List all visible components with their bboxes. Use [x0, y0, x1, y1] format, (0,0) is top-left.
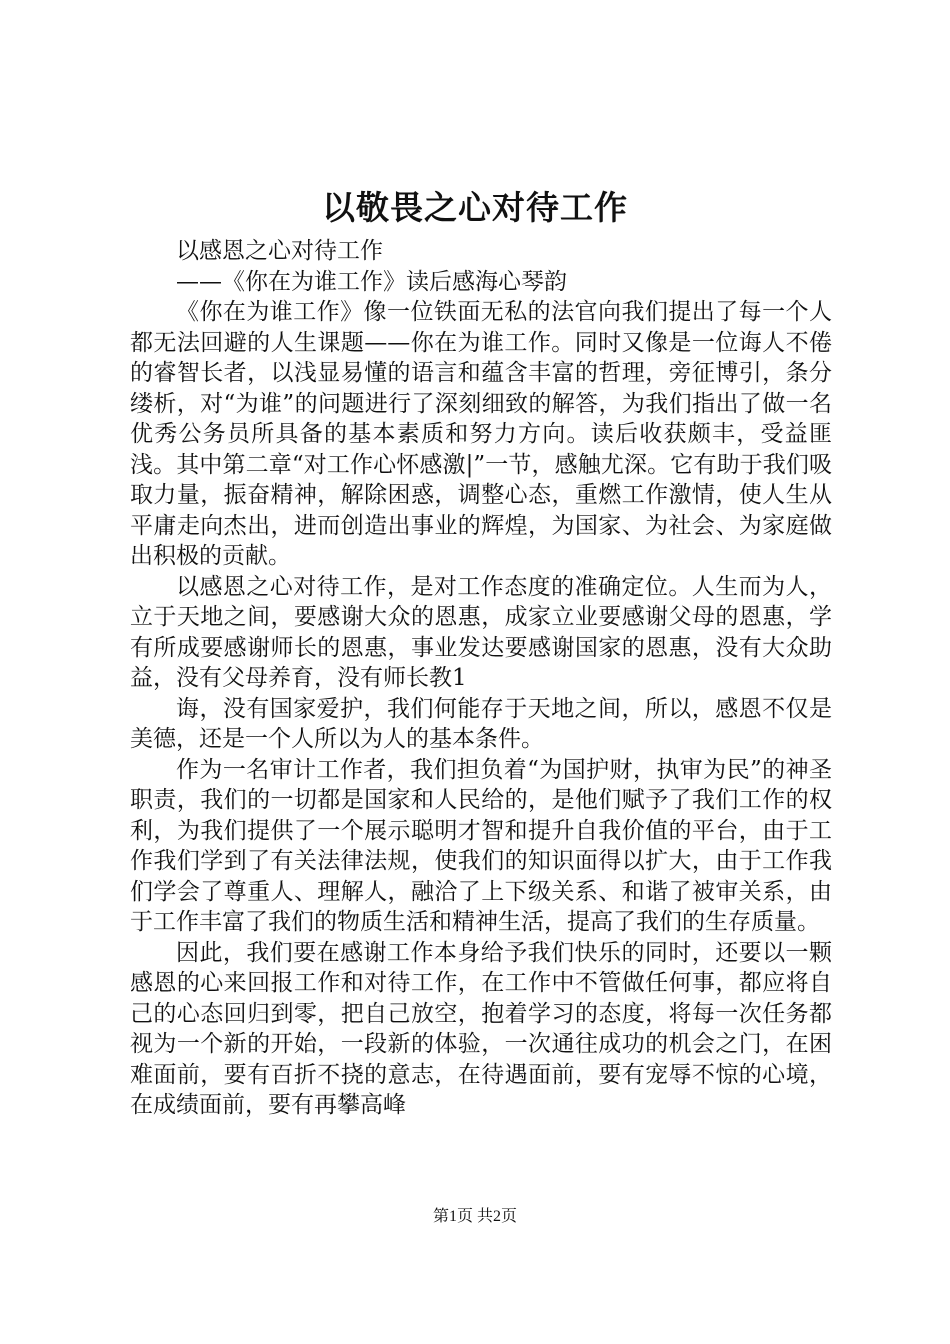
document-title: 以敬畏之心对待工作	[322, 188, 628, 227]
paragraph: 以感恩之心对待工作，是对工作态度的准确定位。人生而为人，立于天地之间，要感谢大众的恩惠，成家立业要感谢父母的恩惠，学有所成要感谢师长的恩惠，事业发达要感谢国家的恩惠，没有大众助益，没有父母养育，没有师长教1	[130, 573, 832, 691]
paragraph: 以感恩之心对待工作	[176, 238, 383, 264]
paragraph: 作为一名审计工作者，我们担负着“为国护财，执审为民”的神圣职责，我们的一切都是国家和人民给的，是他们赋予了我们工作的权利，为我们提供了一个展示聪明才智和提升自我价值的平台，由于工作我们学到了有关法律法规，使我们的知识面得以扩大，由于工作我们学会了尊重人、理解人，融洽了上下级关系、和谐了被审关系，由于工作丰富了我们的物质生活和精神生活，提高了我们的生存质量。	[130, 756, 832, 935]
paragraph: 因此，我们要在感谢工作本身给予我们快乐的同时，还要以一颗感恩的心来回报工作和对待工作，在工作中不管做任何事，都应将自己的心态回归到零，把自己放空，抱着学习的态度，将每一次任务都视为一个新的开始，一段新的体验，一次通往成功的机会之门，在困难面前，要有百折不挠的意志，在待遇面前，要有宠辱不惊的心境，在成绩面前，要有再攀高峰	[130, 939, 832, 1118]
paragraph: ——《你在为谁工作》读后感海心琴韵	[176, 268, 567, 295]
paragraph: 诲，没有国家爱护，我们何能存于天地之间，所以，感恩不仅是美德，还是一个人所以为人的基本条件。	[130, 695, 832, 752]
document-body	[130, 236, 832, 1121]
paragraph: 《你在为谁工作》像一位铁面无私的法官向我们提出了每一个人都无法回避的人生课题——你在为谁工作。同时又像是一位诲人不倦的睿智长者，以浅显易懂的语言和蕴含丰富的哲理，旁征博引，条分缕析，对“为谁”的问题进行了深刻细致的解答，为我们指出了做一名优秀公务员所具备的基本素质和努力方向。读后收获颇丰，受益匪浅。其中第二章“对工作心怀感激|”一节，感触尤深。它有助于我们吸取力量，振奋精神，解除困惑，调整心态，重燃工作激情，使人生从平庸走向杰出，进而创造出事业的辉煌，为国家、为社会、为家庭做出积极的贡献。	[130, 299, 832, 569]
page-number-footer: 第1页 共2页	[432, 1208, 517, 1225]
